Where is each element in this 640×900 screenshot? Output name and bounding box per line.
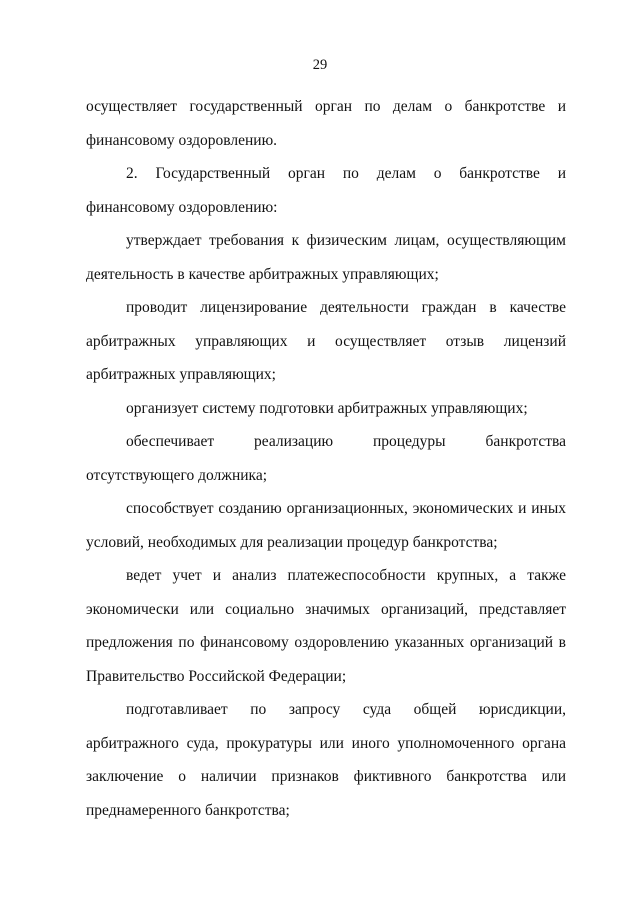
text-line: организует систему подготовки арбитражных управляющих; bbox=[126, 399, 528, 417]
text-line: подготавливает по запросу суда общей юрисдикции, bbox=[126, 701, 566, 718]
text-line: осуществляет государственный орган по делам о банкротстве и bbox=[86, 98, 566, 115]
text-line: арбитражных управляющих; bbox=[86, 366, 276, 383]
text-line: финансовому оздоровлению. bbox=[86, 131, 278, 149]
text-line: обеспечивает реализацию процедуры банкротства bbox=[126, 433, 566, 450]
text-line: деятельность в качестве арбитражных управляющих; bbox=[86, 265, 439, 283]
text-line: преднамеренного банкротства; bbox=[86, 801, 290, 819]
text-line: ведет учет и анализ платежеспособности крупных, а также bbox=[126, 567, 566, 584]
text-line: 2. Государственный орган по делам о банкротстве и bbox=[126, 165, 566, 182]
text-line: отсутствующего должника; bbox=[86, 466, 268, 484]
text-line: Правительство Российской Федерации; bbox=[86, 667, 347, 685]
text-line: заключение о наличии признаков фиктивного банкротства или bbox=[86, 768, 566, 785]
text-line: проводит лицензирование деятельности граждан в качестве bbox=[126, 299, 566, 316]
text-line: способствует созданию организационных, экономических и иных bbox=[126, 500, 566, 517]
text-line: арбитражного суда, прокуратуры или иного уполномоченного органа bbox=[86, 734, 566, 752]
text-line: финансовому оздоровлению: bbox=[86, 198, 278, 216]
text-line: экономически или социально значимых организаций, представляет bbox=[86, 600, 566, 618]
text-line: условий, необходимых для реализации процедур банкротства; bbox=[86, 533, 498, 551]
text-line: утверждает требования к физическим лицам, осуществляющим bbox=[126, 232, 566, 249]
text-line: арбитражных управляющих и осуществляет отзыв лицензий bbox=[86, 332, 566, 350]
page-number: 29 bbox=[312, 57, 328, 73]
body-text bbox=[86, 90, 566, 827]
text-line: предложения по финансовому оздоровлению указанных организаций в bbox=[86, 634, 566, 651]
